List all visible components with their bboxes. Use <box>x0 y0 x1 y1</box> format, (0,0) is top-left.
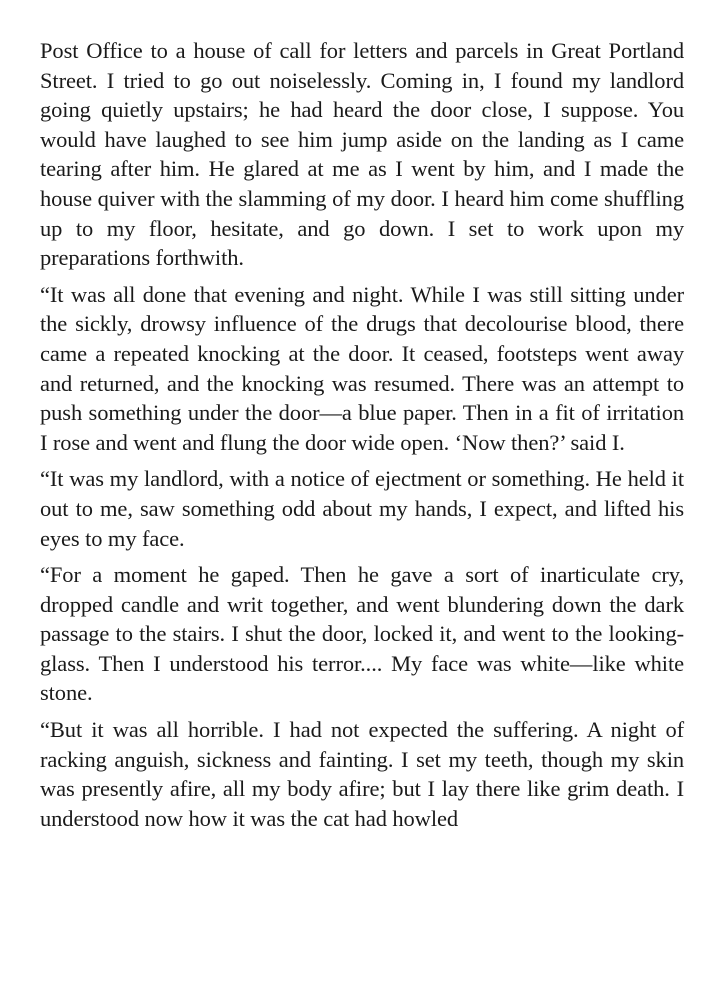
paragraph-3: “It was my landlord, with a notice of ejectment or something. He held it out to me, saw something odd about my hands, I expect, and lifted his eyes to my face. <box>40 466 684 551</box>
paragraph-4: “For a moment he gaped. Then he gave a sort of inarticulate cry, dropped candle and writ together, and went blundering down the dark passage to the stairs. I shut the door, locked it, and went to the looking-glass. Then I understood his terror.... My face was white—like white stone. <box>40 562 684 706</box>
paragraph-5: “But it was all horrible. I had not expected the suffering. A night of racking anguish, sickness and fainting. I set my teeth, though my skin was presently afire, all my body afire; but I lay there like grim death. I understood now how it was the cat had howled <box>40 717 684 831</box>
book-page <box>40 36 684 840</box>
paragraph-2: “It was all done that evening and night. While I was still sitting under the sickly, drowsy influence of the drugs that decolourise blood, there came a repeated knocking at the door. It ceased, footsteps went away and returned, and the knocking was resumed. There was an attempt to push something under the door—a blue paper. Then in a fit of irritation I rose and went and flung the door wide open. ‘Now then?’ said I. <box>40 281 684 455</box>
paragraph-1: Post Office to a house of call for letters and parcels in Great Portland Street. I tried to go out noiselessly. Coming in, I found my landlord going quietly upstairs; he had heard the door close, I suppose. You would have laughed to see him jump aside on the landing as I came tearing after him. He glared at me as I went by him, and I made the house quiver with the slamming of my door. I heard him come shuffling up to my floor, hesitate, and go down. I set to work upon my preparations forthwith. <box>40 38 684 271</box>
